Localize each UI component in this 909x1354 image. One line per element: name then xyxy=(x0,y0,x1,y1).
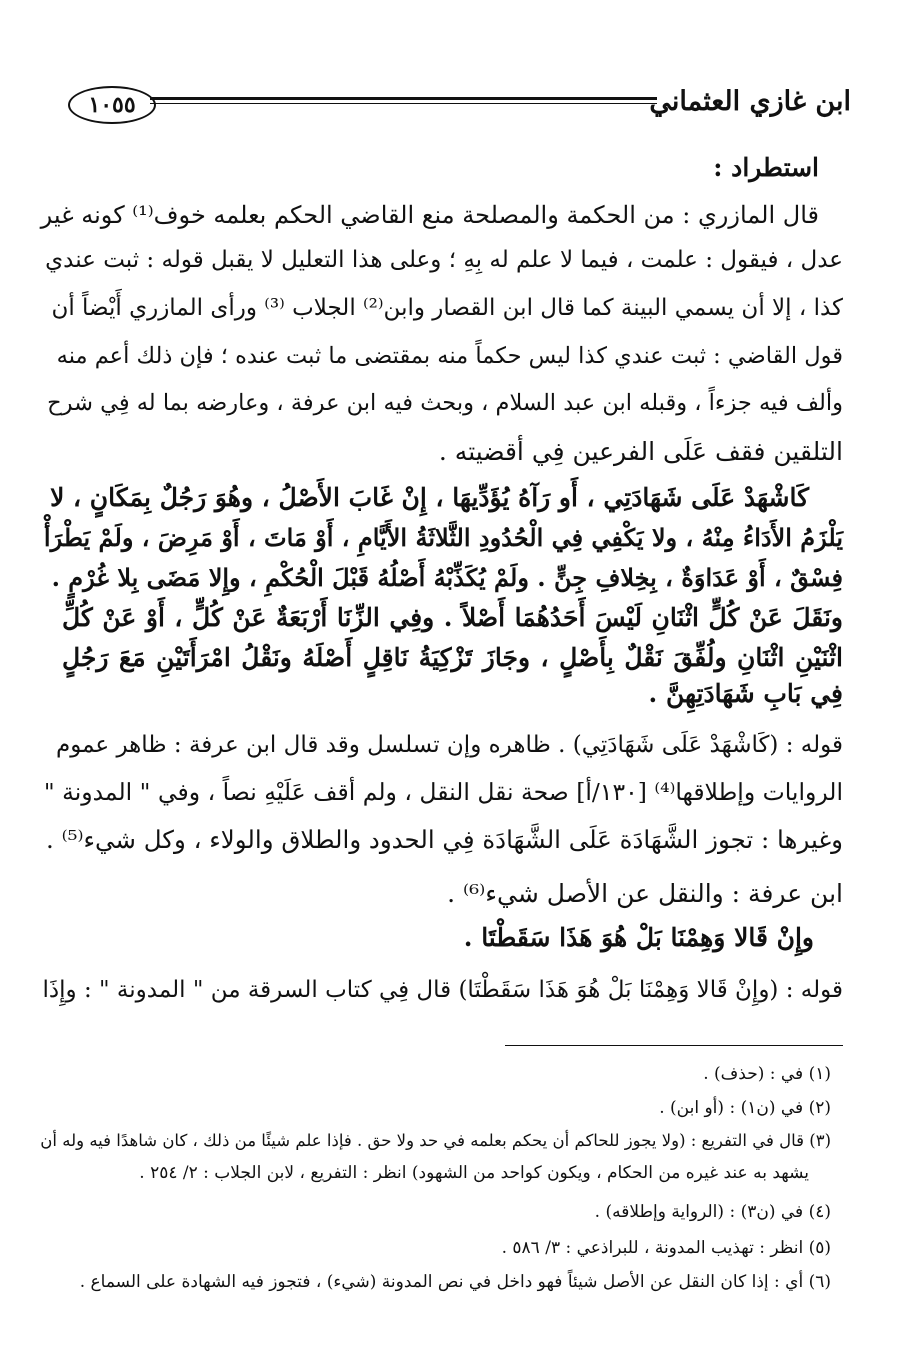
commentary-line: قوله : (وإِنْ قَالا وَهِمْنَا بَلْ هُوَ هَذَا سَقَطْتَا) قال فِي كتاب السرقة من " المدونة " : وإِذَا xyxy=(42,977,843,1003)
page-number: ١٠٥٥ xyxy=(68,86,156,124)
running-header-title: ابن غازي العثماني xyxy=(649,86,851,117)
commentary-line: وغيرها : تجوز الشَّهَادَة عَلَى الشَّهَادَة فِي الحدود والطلاق والولاء ، وكل شيء⁽⁵⁾ . xyxy=(46,825,843,854)
commentary-line: ابن عرفة : والنقل عن الأصل شيء⁽⁶⁾ . xyxy=(447,879,843,908)
commentary-line: قوله : (كَاشْهَدْ عَلَى شَهَادَتِي) . ظاهره وإن تسلسل وقد قال ابن عرفة : ظاهر عموم xyxy=(56,732,843,758)
commentary-line: كذا ، إلا أن يسمي البينة كما قال ابن القصار وابن⁽²⁾ الجلاب ⁽³⁾ ورأى المازري أَيْضاً أن xyxy=(51,295,843,321)
matn-line: كَاشْهَدْ عَلَى شَهَادَتِي ، أَو رَآهُ يُؤَدِّيهَا ، إِنْ غَابَ الأَصْلُ ، وهُوَ رَجُلٌ بِمَكَانٍ ، لا xyxy=(50,483,809,512)
matn-line: يَلْزَمُ الأَدَاءُ مِنْهُ ، ولا يَكْفِي فِي الْحُدُودِ الثَّلاثَةُ الأَيَّامِ ، أَوْ مَاتَ ، أَوْ مَرِضَ ، ولَمْ يَطْرَأْ xyxy=(43,523,843,552)
matn-line: فِي بَابِ شَهَادَتِهِنَّ . xyxy=(648,679,843,708)
footnote: (٦) أي : إذا كان النقل عن الأصل شيئاً فهو داخل في نص المدونة (شيء) ، فتجوز فيه الشهادة على السماع . xyxy=(79,1272,831,1292)
footnote: (٢) في (ن١) : (أو ابن) . xyxy=(659,1098,831,1118)
matn-line: فِسْقٌ ، أَوْ عَدَاوَةٌ ، بِخِلافِ جِنٍّ . ولَمْ يُكَذِّبْهُ أَصْلُهُ قَبْلَ الْحُكْمِ ، وإِلا مَضَى بِلا غُرْمٍ . xyxy=(51,563,843,592)
footnote: (٣) قال في التفريع : (ولا يجوز للحاكم أن يحكم بعلمه في حد ولا حق . فإذا علم شيئًا من ذلك ، كان شاهدًا فيه وله أن xyxy=(40,1131,831,1150)
footnote-rule xyxy=(505,1045,843,1046)
matn-line: وإِنْ قَالا وَهِمْنَا بَلْ هُوَ هَذَا سَقَطْتَا . xyxy=(463,923,814,952)
matn-line: اثْنَيْنِ اثْنَانِ ولُفِّقَ نَقْلٌ بِأَصْلٍ ، وجَازَ تَزْكِيَةُ نَاقِلٍ أَصْلَهُ ونَقْلُ امْرَأَتَيْنِ مَعَ رَجُلٍ xyxy=(62,643,843,672)
commentary-line: وألف فيه جزءاً ، وقبله ابن عبد السلام ، وبحث فيه ابن عرفة ، وعارضه بما له فِي شرح xyxy=(47,390,843,416)
commentary-line: التلقين فقف عَلَى الفرعين فِي أقضيته . xyxy=(438,437,843,466)
commentary-line: عدل ، فيقول : علمت ، فيما لا علم له بِهِ ؛ وعلى هذا التعليل لا يقبل قوله : ثبت عندي xyxy=(45,247,843,273)
commentary-line: قال المازري : من الحكمة والمصلحة منع القاضي الحكم بعلمه خوف⁽¹⁾ كونه غير xyxy=(40,201,819,229)
commentary-line: الروايات وإطلاقها⁽⁴⁾ [١٣٠/أ] صحة نقل النقل ، ولم أقف عَلَيْهِ نصاً ، وفي " المدونة " xyxy=(43,778,843,806)
footnote: (١) في : (حذف) . xyxy=(703,1064,831,1084)
commentary-line: قول القاضي : ثبت عندي كذا ليس حكماً منه بمقتضى ما ثبت عنده ؛ فإن ذلك أعم منه xyxy=(56,343,843,369)
header-rule-thin xyxy=(150,103,657,104)
footnote-continuation: يشهد به عند غيره من الحكام ، ويكون كواحد من الشهود) انظر : التفريع ، لابن الجلاب : ٢/ ٢٥٤ . xyxy=(139,1163,809,1183)
section-heading: استطراد : xyxy=(713,153,819,182)
footnote: (٤) في (ن٣) : (الرواية وإطلاقه) . xyxy=(594,1202,831,1222)
footnote: (٥) انظر : تهذيب المدونة ، للبراذعي : ٣/ ٥٨٦ . xyxy=(501,1238,831,1258)
matn-line: ونَقَلَ عَنْ كُلٍّ اثْنَانِ لَيْسَ أَحَدُهُمَا أَصْلاً . وفِي الزِّنَا أَرْبَعَةٌ عَنْ كُلٍّ ، أَوْ عَنْ كُلِّ xyxy=(62,603,843,632)
header-rule xyxy=(150,97,657,100)
